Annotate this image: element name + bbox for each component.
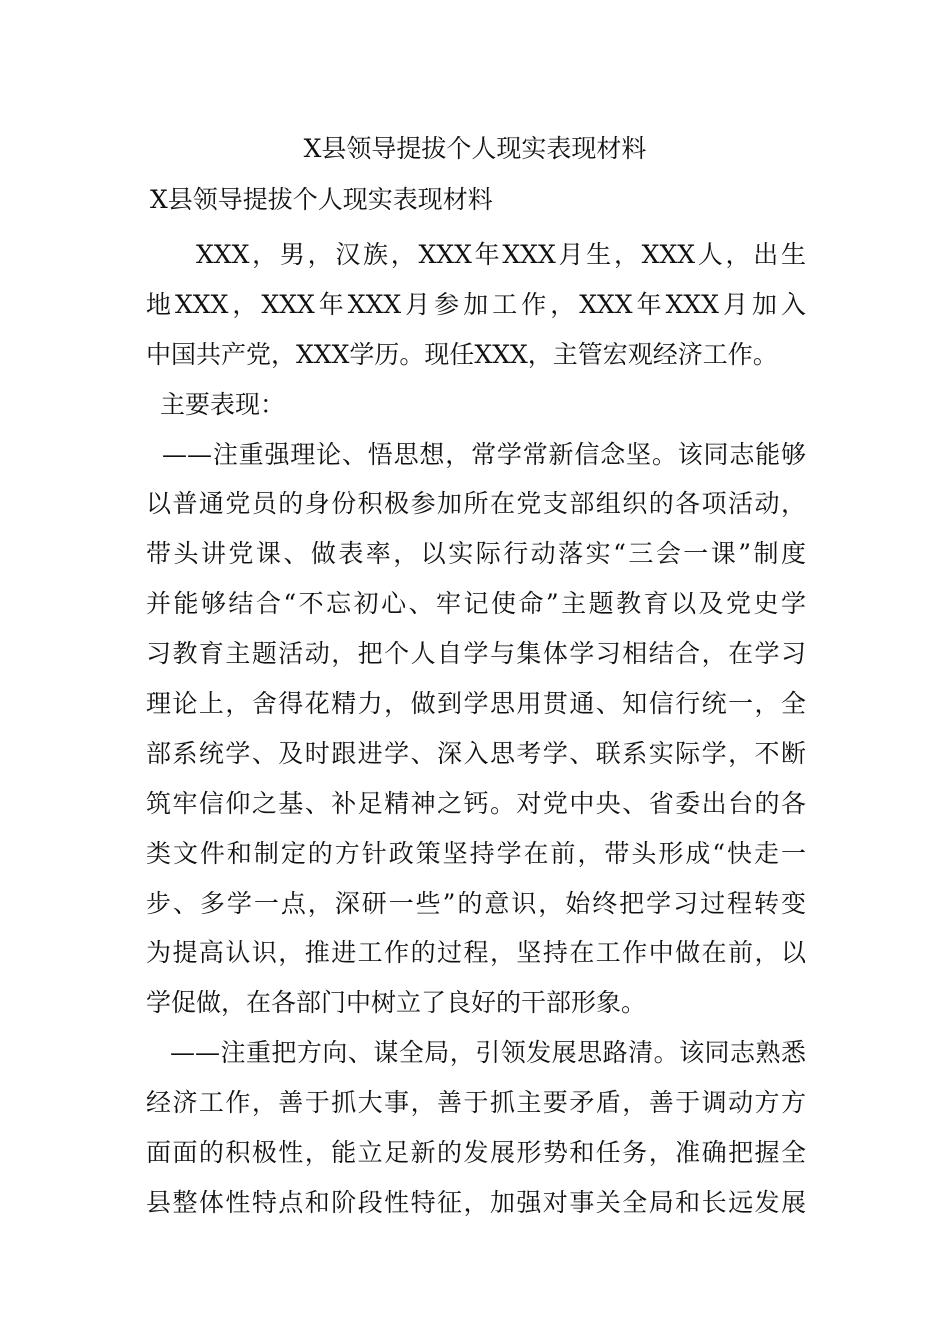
body-line: 经济工作，善于抓大事，善于抓主要矛盾，善于调动方方 [146, 1088, 806, 1118]
document-body [146, 230, 806, 1228]
body-line: 县整体性特点和阶段性特征，加强对事关全局和长远发展 [146, 1187, 806, 1217]
body-line: 类文件和制定的方针政策坚持学在前，带头形成“快走一 [146, 838, 806, 868]
body-line: 并能够结合“不忘初心、牢记使命”主题教育以及党史学 [146, 589, 806, 619]
body-line: 为提高认识，推进工作的过程，坚持在工作中做在前，以 [146, 938, 806, 968]
document-title: X县领导提拔个人现实表现材料 [303, 134, 647, 163]
body-line: 筑牢信仰之基、补足精神之钙。对党中央、省委出台的各 [146, 788, 806, 818]
body-line: 带头讲党课、做表率，以实际行动落实“三会一课”制度 [146, 539, 806, 569]
body-line: 以普通党员的身份积极参加所在党支部组织的各项活动， [146, 489, 806, 519]
body-line: 习教育主题活动，把个人自学与集体学习相结合，在学习 [146, 639, 806, 669]
body-line: 部系统学、及时跟进学、深入思考学、联系实际学，不断 [146, 738, 806, 768]
body-line: 步、多学一点，深研一些”的意识，始终把学习过程转变 [146, 888, 806, 918]
body-line: XXX，男，汉族，XXX年XXX月生，XXX人，出生 [196, 240, 806, 269]
body-line: 地XXX，XXX年XXX月参加工作，XXX年XXX月加入 [146, 289, 806, 319]
body-line: 面面的积极性，能立足新的发展形势和任务，准确把握全 [146, 1138, 806, 1168]
body-line: ——注重把方向、谋全局，引领发展思路清。该同志熟悉 [170, 1038, 806, 1068]
body-line: 中国共产党，XXX学历。现任XXX，主管宏观经济工作。 [146, 339, 778, 369]
body-line: ——注重强理论、悟思想，常学常新信念坚。该同志能够 [162, 439, 806, 469]
body-line: 理论上，舍得花精力，做到学思用贯通、知信行统一，全 [146, 689, 806, 719]
document-subtitle: X县领导提拔个人现实表现材料 [150, 185, 493, 214]
section-heading: 主要表现： [160, 389, 286, 419]
body-line: 学促做，在各部门中树立了良好的干部形象。 [146, 988, 647, 1018]
